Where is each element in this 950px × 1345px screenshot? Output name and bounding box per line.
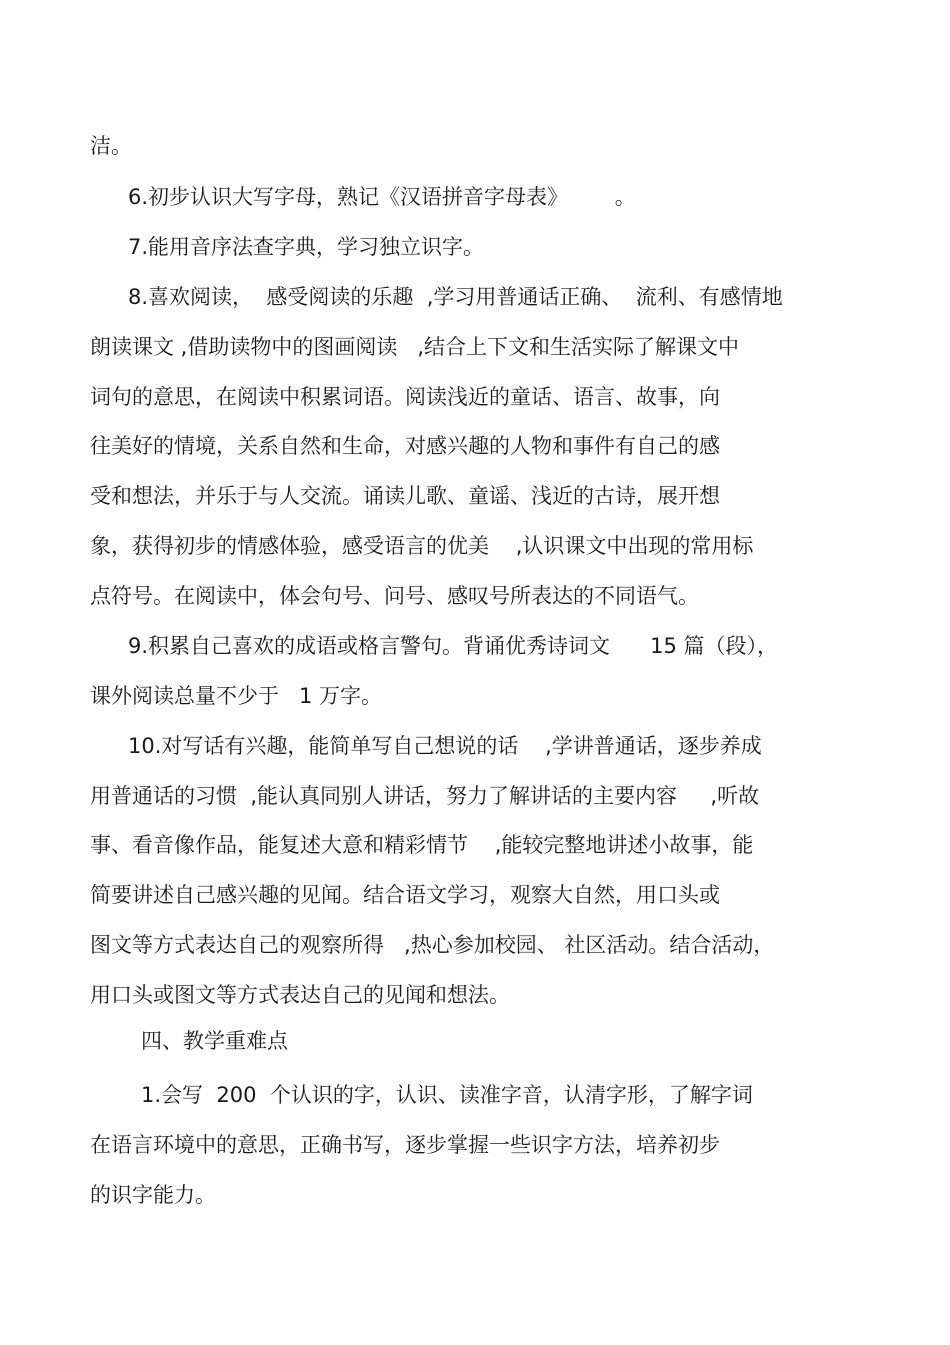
paragraph-line: 象，获得初步的情感体验，感受语言的优美 ,认识课文中出现的常用标 [90,534,754,558]
paragraph-line: 用普通话的习惯 ,能认真同别人讲话，努力了解讲话的主要内容 ,听故 [90,784,760,808]
paragraph-line: 点符号。在阅读中，体会句号、问号、感叹号所表达的不同语气。 [90,584,699,608]
paragraph-line: 在语言环境中的意思，正确书写，逐步掌握一些识字方法，培养初步 [90,1133,720,1157]
paragraph-line: 的识字能力。 [90,1183,216,1207]
paragraph-line: 朗读课文 ,借助读物中的图画阅读 ,结合上下文和生活实际了解课文中 [90,335,740,359]
paragraph-line: 8.喜欢阅读， 感受阅读的乐趣 ,学习用普通话正确、 流利、有感情地 [128,285,783,309]
paragraph-line: 7.能用音序法查字典，学习独立识字。 [128,235,485,259]
paragraph-line: 简要讲述自己感兴趣的见闻。结合语文学习，观察大自然，用口头或 [90,883,720,907]
paragraph-line: 9.积累自己喜欢的成语或格言警句。背诵优秀诗词文 15 篇（段）， [128,634,778,658]
paragraph-line: 往美好的情境，关系自然和生命，对感兴趣的人物和事件有自己的感 [90,434,720,458]
paragraph-line: 受和想法，并乐于与人交流。诵读儿歌、童谣、浅近的古诗，展开想 [90,484,720,508]
section-heading: 四、教学重难点 [141,1029,288,1053]
paragraph-line: 词句的意思，在阅读中积累词语。阅读浅近的童话、语言、故事，向 [90,385,720,409]
paragraph-line: 事、看音像作品，能复述大意和精彩情节 ,能较完整地讲述小故事，能 [90,833,754,857]
paragraph-line: 10.对写话有兴趣，能简单写自己想说的话 ,学讲普通话，逐步养成 [128,734,762,758]
paragraph-line: 1.会写 200 个认识的字，认识、读准字音，认清字形，了解字词 [141,1083,753,1107]
paragraph-line: 6.初步认识大写字母，熟记《汉语拼音字母表》 。 [128,185,636,209]
paragraph-line: 用口头或图文等方式表达自己的见闻和想法。 [90,983,510,1007]
paragraph-line: 洁。 [90,134,132,158]
paragraph-line: 课外阅读总量不少于 1 万字。 [90,684,383,708]
paragraph-line: 图文等方式表达自己的观察所得 ,热心参加校园、 社区活动。结合活动， [90,933,775,957]
